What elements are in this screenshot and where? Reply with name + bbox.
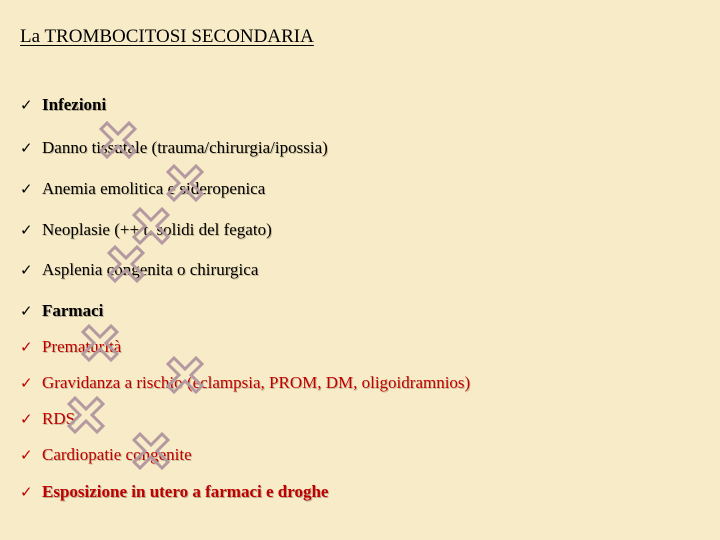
list-item	[20, 138, 328, 158]
check-icon: ✓	[20, 261, 33, 279]
list-item	[20, 337, 121, 357]
list-item	[20, 95, 106, 115]
item-label: Danno tissutale (trauma/chirurgia/ipossia)	[42, 138, 328, 157]
check-icon: ✓	[20, 180, 33, 198]
check-icon: ✓	[20, 374, 33, 392]
item-label: Anemia emolitica e sideropenica	[42, 179, 266, 198]
item-label: Neoplasie (++ t. solidi del fegato)	[42, 220, 272, 239]
item-label: Prematurità	[42, 337, 122, 356]
item-label: Cardiopatie congenite	[42, 445, 192, 464]
list-item	[20, 373, 470, 393]
check-icon: ✓	[20, 410, 33, 428]
check-icon: ✓	[20, 446, 33, 464]
list-item	[20, 260, 258, 280]
item-label: Farmaci	[42, 301, 104, 320]
check-icon: ✓	[20, 483, 33, 501]
check-icon: ✓	[20, 221, 33, 239]
item-label: Infezioni	[42, 95, 107, 114]
list-item	[20, 301, 103, 321]
item-label: Asplenia congenita o chirurgica	[42, 260, 259, 279]
check-icon: ✓	[20, 139, 33, 157]
check-icon: ✓	[20, 338, 33, 356]
item-label: RDS	[42, 409, 76, 428]
list-item	[20, 220, 272, 240]
list-item	[20, 445, 192, 465]
list-item	[20, 409, 75, 429]
item-label: Gravidanza a rischio (eclampsia, PROM, DM, oligoidramnios)	[42, 373, 471, 392]
list-item	[20, 482, 328, 502]
list-item	[20, 179, 265, 199]
item-label: Esposizione in utero a farmaci e droghe	[42, 482, 329, 501]
slide-title: La TROMBOCITOSI SECONDARIA	[20, 26, 314, 47]
check-icon: ✓	[20, 96, 33, 114]
check-icon: ✓	[20, 302, 33, 320]
